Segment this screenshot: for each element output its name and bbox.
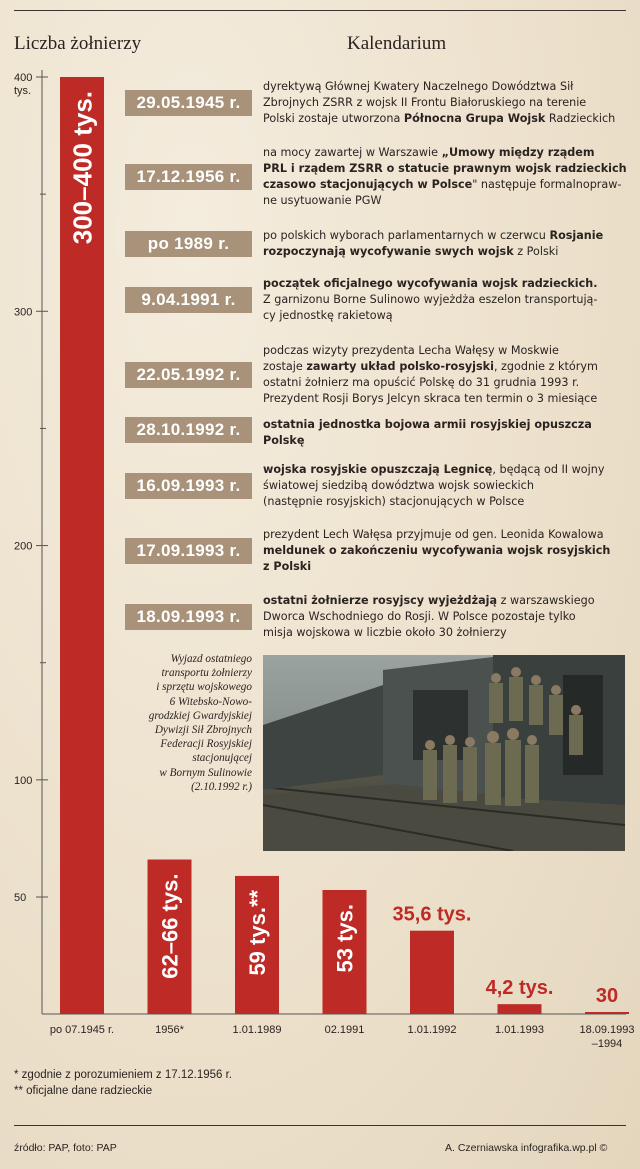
calendar-date: 18.09.1993 r. (125, 604, 252, 630)
calendar-line: prezydent Lech Wałęsa przyjmuje od gen. Leonida Kowalowa (263, 528, 604, 541)
x-category-label: 1.01.1992 (407, 1024, 457, 1036)
calendar-line: ne usytuowanie PGW (263, 194, 382, 207)
photo-soldiers-train (263, 655, 625, 851)
calendar-line: światowej siedzibą dowództwa wojsk sowieckich (263, 479, 534, 492)
caption-line: Dywizji Sił Zbrojnych (154, 724, 252, 737)
bar (410, 931, 454, 1014)
calendar-line: z Polski (263, 560, 312, 573)
caption-line: stacjonującej (192, 752, 252, 765)
calendar-line: meldunek o zakończeniu wycofywania wojsk rosyjskich (263, 544, 611, 557)
footnote-1: * zgodnie z porozumieniem z 17.12.1956 r. (14, 1069, 232, 1081)
y-tick-label: 50 (14, 892, 27, 904)
calendar-line: Polski zostaje utworzona Północna Grupa Wojsk Radzieckich (263, 112, 616, 125)
calendar-date: 28.10.1992 r. (125, 417, 252, 443)
calendar-date: 16.09.1993 r. (125, 473, 252, 499)
y-tick-label: 400 (14, 72, 33, 84)
bar-label: 35,6 tys. (392, 903, 472, 926)
x-category-label: po 07.1945 r. (49, 1024, 115, 1036)
calendar-description (263, 527, 633, 575)
x-category-label: –1994 (591, 1038, 623, 1050)
y-tick-label: 200 (14, 540, 33, 553)
calendar-line: podczas wizyty prezydenta Lecha Wałęsy w Moskwie (263, 344, 559, 357)
calendar-line: Dworca Wschodniego do Rosji. W Polsce pozostaje tylko (263, 610, 576, 623)
photo-caption (140, 652, 252, 794)
bar-label: 30 (595, 985, 619, 1007)
y-tick-label: 100 (14, 774, 33, 787)
calendar-line: na mocy zawartej w Warszawie „Umowy między rządem (263, 146, 595, 159)
bar (585, 1012, 629, 1014)
x-category-label: 02.1991 (324, 1024, 365, 1036)
calendar-line: Zbrojnych ZSRR z wojsk II Frontu Białoruskiego na terenie (263, 96, 587, 109)
bar-label: 62–66 tys. (157, 873, 183, 979)
x-category-label: 1.01.1993 (495, 1024, 544, 1036)
bottom-rule (14, 1125, 626, 1126)
calendar-line: Prezydent Rosji Borys Jelcyn skraca ten termin o 3 miesiące (263, 392, 598, 405)
calendar-date: 22.05.1992 r. (125, 362, 252, 388)
calendar-date: 9.04.1991 r. (125, 287, 252, 313)
calendar-line: ostatni żołnierz ma opuścić Polskę do 31 grudnia 1993 r. (263, 376, 580, 389)
calendar-date: 17.09.1993 r. (125, 538, 252, 564)
calendar-line: zostaje zawarty układ polsko-rosyjski, zgodnie z którym (263, 360, 598, 373)
calendar-line: cy jednostkę rakietową (263, 309, 393, 322)
footnote-2: ** oficjalne dane radzieckie (14, 1085, 153, 1097)
calendar-description (263, 462, 633, 510)
caption-line: grodzkiej Gwardyjskiej (148, 709, 252, 722)
bar-label: 4,2 tys. (485, 977, 554, 1000)
calendar-line: ostatnia jednostka bojowa armii rosyjskiej opuszcza Polskę (263, 418, 592, 447)
calendar-date: po 1989 r. (125, 231, 252, 257)
caption-line: transportu żołnierzy (161, 667, 252, 680)
calendar-description (263, 276, 633, 324)
caption-line: (2.10.1992 r.) (191, 780, 252, 793)
calendar-line: rozpoczynają wycofywanie swych wojsk z Polski (263, 245, 559, 258)
bar (498, 1004, 542, 1014)
calendar-line: po polskich wyborach parlamentarnych w czerwcu Rosjanie (263, 229, 604, 242)
calendar-line: czasowo stacjonujących w Polsce" następuje formalnopraw- (263, 178, 622, 191)
y-tick-label: 300 (14, 306, 33, 319)
caption-line: Wyjazd ostatniego (170, 653, 252, 665)
calendar-line: Z garnizonu Borne Sulinowo wyjeżdża eszelon transportują- (263, 293, 598, 306)
calendar-line: misja wojskowa w liczbie około 30 żołnierzy (263, 626, 507, 639)
calendar-description (263, 343, 633, 407)
calendar-line: ostatni żołnierze rosyjscy wyjeżdżają z warszawskiego (263, 594, 595, 607)
x-category-label: 18.09.1993 (579, 1024, 635, 1036)
bar-label: 59 tys.** (244, 889, 270, 976)
calendar-line: początek oficjalnego wycofywania wojsk radzieckich. (263, 277, 598, 290)
x-category-label: 1956* (155, 1024, 184, 1036)
calendar-description (263, 145, 633, 209)
y-tick-unit: tys. (14, 85, 32, 97)
calendar-description (263, 417, 633, 449)
author-credit: A. Czerniawska infografika.wp.pl © (445, 1142, 608, 1154)
calendar-date: 29.05.1945 r. (125, 90, 252, 116)
calendar-line: (następnie rosyjskich) stacjonujących w Polsce (263, 495, 525, 508)
calendar-header: Kalendarium (347, 33, 447, 54)
calendar-line: dyrektywą Głównej Kwatery Naczelnego Dowództwa Sił (263, 80, 574, 93)
x-category-label: 1.01.1989 (232, 1024, 282, 1036)
bar-label: 53 tys. (332, 903, 358, 973)
source-credit: źródło: PAP, foto: PAP (14, 1142, 117, 1154)
calendar-date: 17.12.1956 r. (125, 164, 252, 190)
calendar-description (263, 593, 633, 641)
chart-header: Liczba żołnierzy (14, 33, 142, 54)
caption-line: 6 Witebsko-Nowo- (169, 695, 252, 708)
caption-line: Federacji Rosyjskiej (160, 738, 252, 751)
calendar-description (263, 79, 633, 127)
calendar-description (263, 228, 633, 260)
photo-illustration (263, 655, 625, 851)
calendar-line: PRL i rządem ZSRR o statucie prawnym wojsk radzieckich (263, 162, 627, 175)
caption-line: i sprzętu wojskowego (156, 681, 252, 694)
calendar-line: wojska rosyjskie opuszczają Legnicę, będącą od II wojny (263, 463, 605, 476)
bar-label: 300–400 tys. (67, 91, 98, 245)
caption-line: w Bornym Sulinowie (159, 766, 252, 779)
